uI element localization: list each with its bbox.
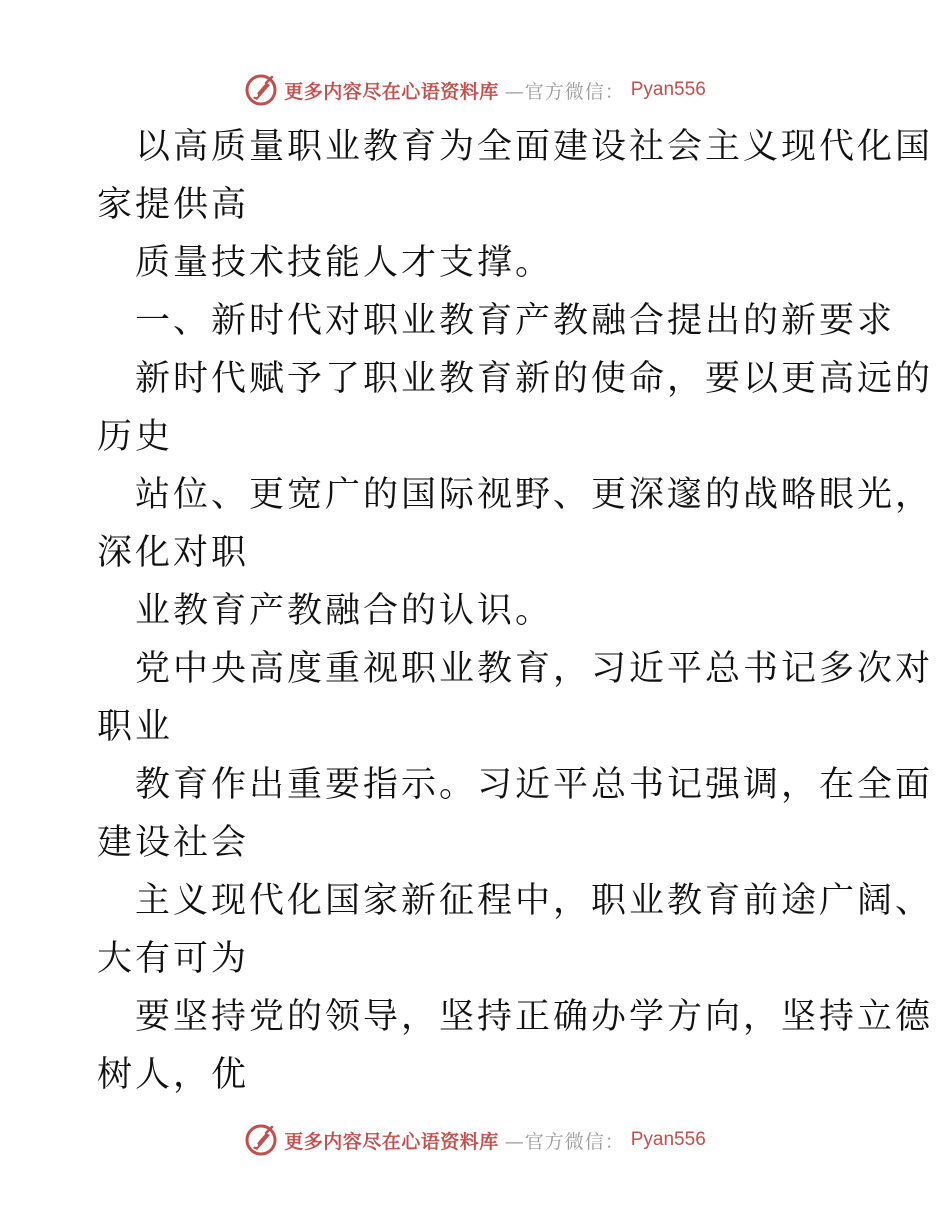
quill-seal-icon: [244, 1123, 278, 1157]
text-line: 教育作出重要指示。习近平总书记强调，在全面: [135, 765, 934, 805]
text-line: 大有可为: [97, 939, 250, 979]
text-line: 历史: [97, 417, 174, 457]
text-line: 党中央高度重视职业教育，习近平总书记多次对: [135, 649, 934, 689]
header-banner: [0, 70, 950, 110]
banner-site-name: 更多内容尽在心语资料库: [284, 1130, 499, 1153]
text-line: 建设社会: [97, 823, 250, 863]
text-line: 要坚持党的领导，坚持正确办学方向，坚持立德: [135, 997, 934, 1037]
text-line: 主义现代化国家新征程中，职业教育前途广阔、: [135, 881, 934, 921]
document-body: [97, 118, 934, 1104]
text-line: 质量技术技能人才支撑。: [135, 243, 554, 283]
quill-seal-icon: [244, 73, 278, 107]
text-line: 站位、更宽广的国际视野、更深邃的战略眼光，: [135, 475, 934, 515]
section-heading: 一、新时代对职业教育产教融合提出的新要求: [135, 301, 896, 341]
text-line: 职业: [97, 707, 174, 747]
banner-wechat-label: —官方微信：: [504, 80, 625, 103]
text-line: 家提供高: [97, 185, 250, 225]
text-line: 以高质量职业教育为全面建设社会主义现代化国: [135, 127, 934, 167]
banner-wechat-id: Pyan556: [630, 79, 706, 100]
footer-banner: [0, 1120, 950, 1160]
banner-site-name: 更多内容尽在心语资料库: [284, 80, 499, 103]
text-line: 新时代赋予了职业教育新的使命，要以更高远的: [135, 359, 934, 399]
text-line: 树人，优: [97, 1055, 250, 1095]
banner-wechat-id: Pyan556: [630, 1129, 706, 1150]
banner-wechat-label: —官方微信：: [504, 1130, 625, 1153]
text-line: 深化对职: [97, 533, 250, 573]
text-line: 业教育产教融合的认识。: [135, 591, 554, 631]
